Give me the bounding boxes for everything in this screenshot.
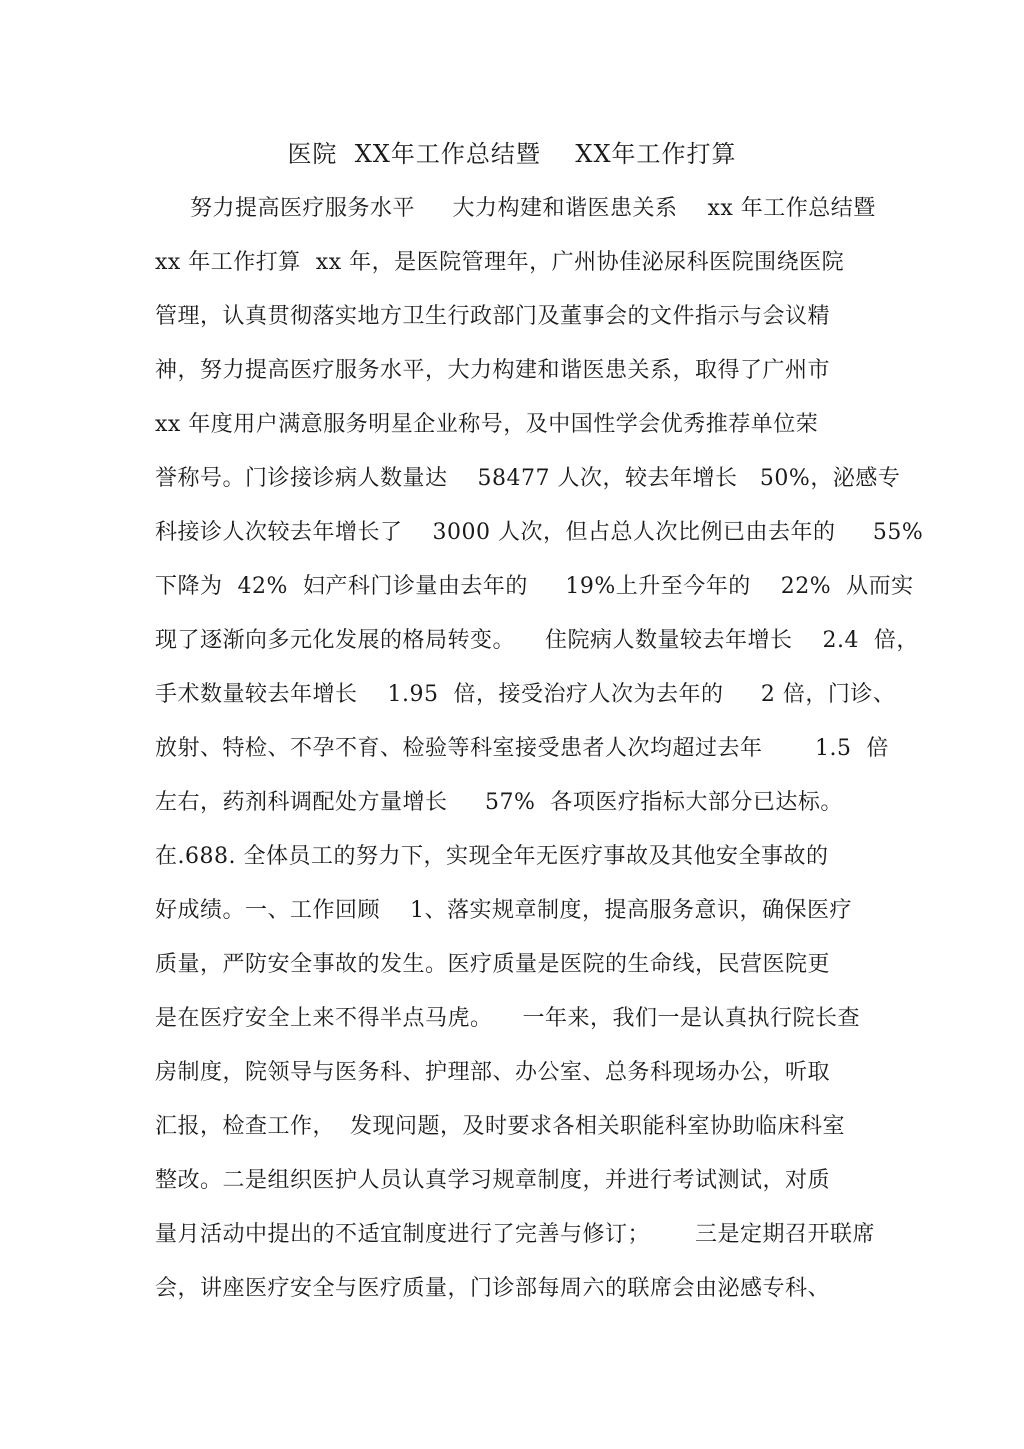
body-line: 整改。二是组织医护人员认真学习规章制度，并进行考试测试，对质	[155, 1168, 831, 1193]
body-line: 房制度，院领导与医务科、护理部、办公室、总务科现场办公，听取	[155, 1060, 831, 1085]
body-line: xx 年工作打算 xx 年，是医院管理年，广州协佳泌尿科医院围绕医院	[155, 250, 845, 275]
body-line: 质量，严防安全事故的发生。医疗质量是医院的生命线，民营医院更	[155, 952, 831, 977]
body-line: 在.688. 全体员工的努力下，实现全年无医疗事故及其他安全事故的	[155, 844, 829, 869]
body-line: 科接诊人次较去年增长了 3000 人次，但占总人次比例已由去年的 55%	[155, 520, 924, 545]
body-line: 是在医疗安全上来不得半点马虎。 一年来，我们一是认真执行院长查	[155, 1006, 860, 1031]
body-line: 现了逐渐向多元化发展的格局转变。 住院病人数量较去年增长 2.4 倍，	[155, 628, 919, 653]
body-line: 左右，药剂科调配处方量增长 57% 各项医疗指标大部分已达标。	[155, 790, 843, 815]
body-line: 汇报，检查工作， 发现问题，及时要求各相关职能科室协助临床科室	[155, 1114, 845, 1139]
body-line: 放射、特检、不孕不育、检验等科室接受患者人次均超过去年 1.5 倍	[155, 736, 889, 761]
body-line: 下降为 42% 妇产科门诊量由去年的 19%上升至今年的 22% 从而实	[155, 574, 914, 599]
body-line: 神，努力提高医疗服务水平，大力构建和谐医患关系，取得了广州市	[155, 358, 831, 383]
body-line: 量月活动中提出的不适宜制度进行了完善与修订； 三是定期召开联席	[155, 1222, 875, 1247]
body-line: 会，讲座医疗安全与医疗质量，门诊部每周六的联席会由泌感专科、	[155, 1276, 831, 1301]
body-line: 努力提高医疗服务水平 大力构建和谐医患关系 xx 年工作总结暨	[190, 196, 876, 221]
document-title: 医院 XX年工作总结暨 XX年工作打算	[287, 140, 737, 168]
body-line: 好成绩。一、工作回顾 1、落实规章制度，提高服务意识，确保医疗	[155, 898, 852, 923]
body-line: 手术数量较去年增长 1.95 倍，接受治疗人次为去年的 2 倍，门诊、	[155, 682, 896, 707]
body-line: 管理，认真贯彻落实地方卫生行政部门及董事会的文件指示与会议精	[155, 304, 831, 329]
body-line: xx 年度用户满意服务明星企业称号，及中国性学会优秀推荐单位荣	[155, 412, 819, 437]
body-line: 誉称号。门诊接诊病人数量达 58477 人次，较去年增长 50%，泌感专	[155, 466, 901, 491]
